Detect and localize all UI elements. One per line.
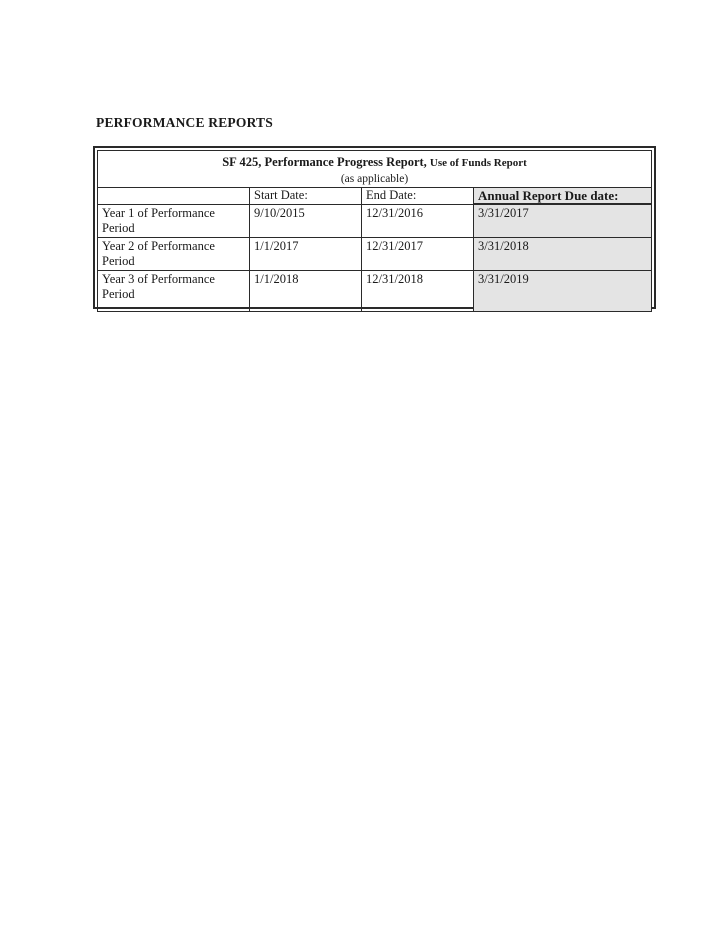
row-end-date: 12/31/2017 <box>362 237 474 270</box>
section-heading: PERFORMANCE REPORTS <box>96 115 273 130</box>
table-title-main: SF 425, Performance Progress Report, <box>222 155 427 169</box>
row-period: Year 3 of Performance Period <box>98 270 250 311</box>
row-period: Year 2 of Performance Period <box>98 237 250 270</box>
header-period <box>98 188 250 205</box>
header-end-date: End Date: <box>362 188 474 205</box>
performance-reports-table-frame <box>93 146 656 309</box>
row-due-date: 3/31/2019 <box>474 270 652 311</box>
header-annual-report-due-date: Annual Report Due date: <box>474 188 652 205</box>
row-due-date: 3/31/2018 <box>474 237 652 270</box>
table-row <box>98 237 652 270</box>
row-start-date: 1/1/2017 <box>250 237 362 270</box>
row-start-date: 9/10/2015 <box>250 204 362 237</box>
table-row <box>98 270 652 311</box>
table-title-sub: (as applicable) <box>340 173 409 185</box>
table-header-row <box>98 188 652 205</box>
header-start-date: Start Date: <box>250 188 362 205</box>
row-start-date: 1/1/2018 <box>250 270 362 311</box>
table-row <box>98 204 652 237</box>
table-title-row <box>98 151 652 188</box>
row-period: Year 1 of Performance Period <box>98 204 250 237</box>
row-due-date: 3/31/2017 <box>474 204 652 237</box>
table-title-cell <box>98 151 652 188</box>
table-title-small: Use of Funds Report <box>429 157 527 169</box>
row-end-date: 12/31/2016 <box>362 204 474 237</box>
row-end-date: 12/31/2018 <box>362 270 474 311</box>
performance-reports-table <box>97 150 652 312</box>
